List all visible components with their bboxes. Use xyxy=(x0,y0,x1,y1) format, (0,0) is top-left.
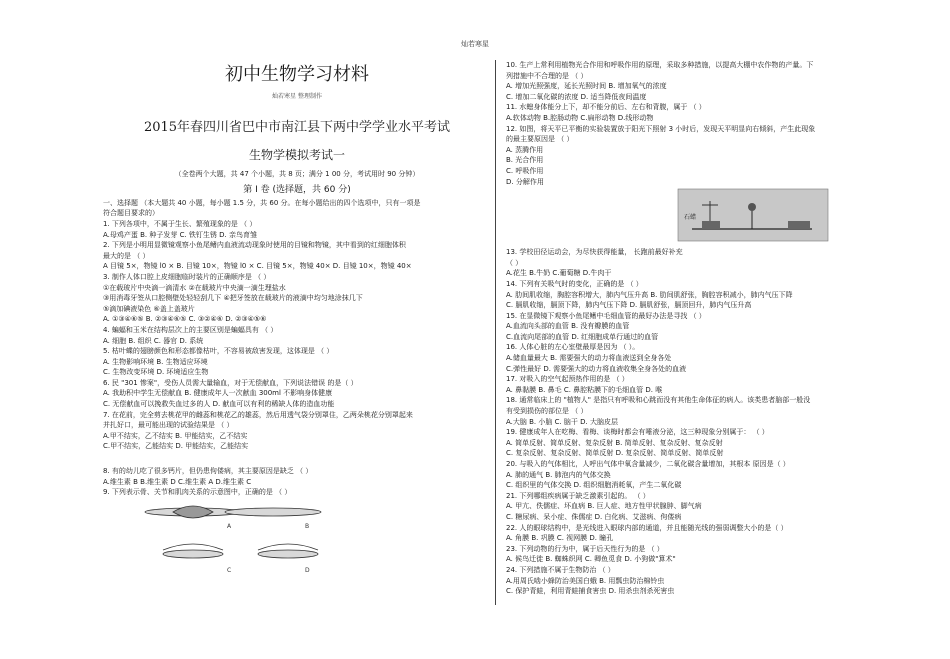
question-line: 2. 下列是小明用显微镜观察小鱼尾鳍内血液流动现象时使用的目镜和物镜，其中看到的红细胞体积 xyxy=(103,241,406,250)
question-line: A. 简单反射、简单反射、复杂反射 B. 简单反射、复杂反射、复杂反射 xyxy=(506,438,723,447)
question-line: D. 分解作用 xyxy=(506,177,544,186)
figure-label-d: D xyxy=(305,566,310,574)
figure-label-a: A xyxy=(227,522,232,530)
left-column xyxy=(103,60,491,582)
right-questions-bottom xyxy=(506,247,918,597)
question-line: C. 糖尿病、呆小症、侏儒症 D. 白化病、艾滋病、佝偻病 xyxy=(506,512,682,521)
question-line: A. 增加光照强度，延长光照时间 B. 增加氧气的浓度 xyxy=(506,82,667,91)
question-line: C. 无偿献血可以挽救失血过多的人 D. 献血可以有利的稀缺人体的造血功能 xyxy=(103,400,335,409)
figure-label-c: C xyxy=(227,566,232,574)
question-line: A. 蒸腾作用 xyxy=(506,145,544,154)
question-line: A.花生 B.牛奶 C.葡萄糖 D.牛肉干 xyxy=(506,269,612,278)
question-line: 10. 生产上常利用植物光合作用和呼吸作用的原理，采取多种措施，以提高大棚中农作物的产量。下 xyxy=(506,61,814,69)
question-line: 1. 下列各项中，不属于生长、繁殖现象的是 （ ） xyxy=(103,219,257,228)
question-line: （ ） xyxy=(506,258,523,267)
question-line: C. 增加二氧化碳的浓度 D. 适当降低夜间温度 xyxy=(506,92,647,101)
right-column xyxy=(506,60,918,597)
question-line: A. 候鸟迁徙 B. 蜘蛛织网 C. 卿鱼觅食 D. 小狗做"算术" xyxy=(506,555,676,564)
question-line: 18. 通常临床上的 "植物人" 是指只有呼吸和心跳而没有其他生命体征的病人。该类患者脑部一般没 xyxy=(506,396,811,405)
question-line: 5. 枯叶蝶的翅膀颜色和形态都像枯叶，不容易被敌害发现，这体现是 （ ） xyxy=(103,347,334,356)
column-divider xyxy=(495,60,496,605)
question-line: C. 呼吸作用 xyxy=(506,166,544,175)
question-line: 15. 在显微镜下观察小鱼尾鳍中毛细血管的最好办法是寻找 （ ） xyxy=(506,311,706,320)
question-line: 20. 与吸入的气体相比，人呼出气体中氧含量减少，二氧化碳含量增加，其根本 原因是（ ） xyxy=(506,460,790,468)
left-questions-bottom xyxy=(103,466,491,498)
left-questions-top xyxy=(103,198,491,452)
question-line: A. ①③④⑥⑤ B. ②③④⑥⑤ C. ③②④⑥ D. ②③④⑤⑥ xyxy=(103,315,267,324)
byline: 灿若寒星 整理制作 xyxy=(272,93,322,100)
exam-info: （全卷两个大题，共 47 个小题，共 8 页；满分 1 00 分，考试用时 90 分钟） xyxy=(174,169,420,178)
question-line: A. 肋间肌收缩，胸腔容积增大，肺内气压升高 B. 肋间肌舒张，胸腔容积减小，肺内气压下降 xyxy=(506,290,793,299)
bone-joint-muscle-figure xyxy=(103,498,491,582)
question-line: 12. 如图，将天平已平衡的实验装置放于阳光下照射 3 小时后，发现天平明显向右倾斜，产生此现象 xyxy=(506,124,816,133)
question-line: A.维生素 B B.维生素 D C.维生素 A D.维生素 C xyxy=(103,477,252,486)
mock-title: 生物学模拟考试一 xyxy=(248,147,345,162)
question-line: C. 膈肌收缩，膈顶下降，肺内气压下降 D. 膈肌舒张，膈顶回升，肺内气压升高 xyxy=(506,301,752,310)
question-line: 有受到损伤的部位是 （ ） xyxy=(506,407,588,416)
question-line: 一、选择题 （本大题共 40 小题，每小题 1.5 分，共 60 分。在每小题给出的四个选项中，只有一项是 xyxy=(103,198,421,207)
document-title: 初中生物学习材料 xyxy=(225,64,369,85)
question-line: A.储血量最大 B. 需要强大的动力将血液送到全身各处 xyxy=(506,354,672,363)
question-line: 4. 蝙蝠和玉米在结构层次上的主要区别是蝙蝠具有 （ ） xyxy=(103,325,278,334)
question-line: 17. 对吸入的空气起预热作用的是 （ ） xyxy=(506,375,629,384)
question-line: C. 保护青蛙，利用青蛙捕食害虫 D. 用杀虫剂杀死害虫 xyxy=(506,587,675,596)
question-line: A 目镜 5×，物镜 l0 × B. 目镜 10×，物镜 l0 × C. 目镜 5×，物镜 40× D. 目镜 10×，物镜 40× xyxy=(103,262,412,271)
question-line: A. 细胞 B. 组织 C. 器官 D. 系统 xyxy=(103,336,204,345)
question-line: A.大脑 B. 小脑 C. 脑干 D. 大脑皮层 xyxy=(506,417,618,426)
question-line: A. 角膜 B. 巩膜 C. 视网膜 D. 瞳孔 xyxy=(506,534,614,543)
question-line: 并扎好口，最可能出现的试验结果是 （ ） xyxy=(103,421,234,430)
question-line: A. 我助积中学生无偿献血 B. 健康成年人一次献血 300ml 不影响身体健康 xyxy=(103,389,333,398)
balance-experiment-figure xyxy=(506,187,918,247)
figure-label-wax: 石蜡 xyxy=(684,214,697,222)
question-line: A.软体动物 B.腔肠动物 C.扁形动物 D.线形动物 xyxy=(506,113,654,122)
question-line: 22. 人的眼球结构中，是光线进入眼球内部的通道，并且能随光线的强弱调整大小的是（ ） xyxy=(506,523,788,532)
question-line: A.用周氏啮小蜂防治美国白蛾 B. 用瓢虫防治棉铃虫 xyxy=(506,576,665,585)
question-line: A. 生物影响环境 B. 生物适应环境 xyxy=(103,357,208,366)
question-line: C.甲不结实，乙能结实 D. 甲能结实，乙能结实 xyxy=(103,442,249,451)
question-line: 23. 下列动物的行为中，属于后天性行为的是 （ ） xyxy=(506,544,664,553)
header-note: 灿若寒星 xyxy=(461,40,489,48)
question-line: 9. 下列表示骨、关节和肌肉关系的示意图中，正确的是 （ ） xyxy=(103,488,292,497)
question-line: 13. 学校田径运动会，为尽快获得能量， 长跑前最好补充 xyxy=(506,248,683,257)
question-line: A.甲不结实，乙不结实 B. 甲能结实，乙不结实 xyxy=(103,431,248,440)
question-line: 列措施中不合理的是 （ ） xyxy=(506,71,588,80)
question-line: ①在载玻片中央滴一滴清水 ②在载玻片中央滴一滴生理盐水 xyxy=(103,283,286,292)
question-line: ⑤滴加碘液染色 ⑥盖上盖玻片 xyxy=(103,304,195,313)
question-line: 14. 下列有关吸气时的变化，正确的是 （ ） xyxy=(506,279,643,288)
question-line: 3. 制作人体口腔上皮细胞临时装片的正确顺序是 （ ） xyxy=(103,272,271,281)
question-line: C. 生物改变环境 D. 环境适应生物 xyxy=(103,368,209,377)
question-line: ③用消毒牙签从口腔侧壁处轻轻刮几下 ④把牙签放在载玻片的液滴中均匀地涂抹几下 xyxy=(103,294,363,303)
figure-label-b: B xyxy=(305,522,310,530)
question-line: 最大的是 （ ） xyxy=(103,251,150,260)
question-line: 19. 健康成年人在吃梅、看梅、谈梅时都会有唾液分泌，这三种现象分别属于： （ ） xyxy=(506,428,769,437)
question-line: C. 组织里的气体交换 D. 组织细胞消耗氧，产生二氧化碳 xyxy=(506,481,682,490)
question-line: C.血流向尾部的血管 D. 红细胞成单行通过的血管 xyxy=(506,332,659,341)
question-line: 7. 在花前，完全剪去桃花甲的雌蕊和桃花乙的雄蕊，然后用透气袋分别罩住，乙两朵桃花分别罩起来 xyxy=(103,410,413,419)
question-line: 16. 人体心脏的左心室壁最厚是因为 （ ）。 xyxy=(506,343,640,352)
question-line: 8. 有的幼儿吃了很多钙片，但仍患佝偻病，其主要原因是缺乏 （ ） xyxy=(103,467,313,476)
question-line: 的最主要原因是 （ ） xyxy=(506,135,574,144)
question-line: B. 光合作用 xyxy=(506,156,544,165)
question-line: 11. 水螅身体能分上下，却不能分前后、左右和背腹，属于 （ ） xyxy=(506,103,706,112)
question-line: A.母鸡产蛋 B. 种子发芽 C. 铁钉生锈 D. 亲鸟育雏 xyxy=(103,230,257,239)
exam-title: 2015年春四川省巴中市南江县下两中学学业水平考试 xyxy=(143,119,451,135)
question-line: A. 甲亢、佚儒症、坏血病 B. 巨人症、地方性甲状腺肿、脚气病 xyxy=(506,502,702,511)
question-line: A.血流向头部的血管 B. 没有瓣膜的血管 xyxy=(506,322,630,331)
question-line: C.弹性最好 D. 需要强大的动力将血液收集全身各处的血液 xyxy=(506,364,687,373)
question-line: A. 鼻黏膜 B. 鼻毛 C. 鼻腔粘膜下的毛细血管 D. 喉 xyxy=(506,385,663,394)
right-questions-top xyxy=(506,60,918,187)
question-line: 24. 下列措施不属于生物防治 （ ） xyxy=(506,565,615,574)
question-line: 21. 下列哪组疾病属于缺乏激素引起的。 （ ） xyxy=(506,491,650,500)
question-line: A. 肺的通气 B. 肺泡内的气体交换 xyxy=(506,470,611,479)
part-heading: 第 I 卷 (选择题，共 60 分) xyxy=(243,185,351,196)
question-line: 6. 民 "301 惨案"，受伤人员需大量输血，对于无偿献血，下列说法错误 的是（ ） xyxy=(103,378,358,387)
question-line: C. 复杂反射、复杂反射、简单反射 D. 复杂反射、简单反射、简单反射 xyxy=(506,449,724,458)
question-line: 符合题目要求的） xyxy=(103,209,159,218)
